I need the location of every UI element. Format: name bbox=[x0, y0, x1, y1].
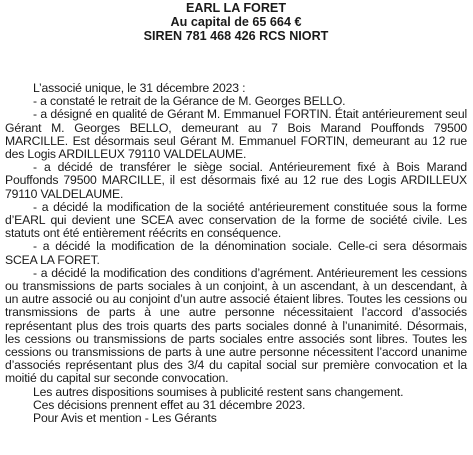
effective-date: Ces décisions prennent effet au 31 décembre 2023. bbox=[33, 397, 306, 412]
company-capital: Au capital de 65 664 € bbox=[170, 15, 302, 29]
decision-head-office: - a décidé de transférer le siège social. Antérieurement fixé à Bois Marand Pouffonds 79500 MARCILLE, il est désormais fixé au 12 rue des Logis ARDILLEUX 79110 VALDELAUME. bbox=[5, 160, 467, 201]
notice-header bbox=[5, 0, 467, 43]
decision-new-manager: - a désigné en qualité de Gérant M. Emmanuel FORTIN. Était antérieurement seul Gérant M. Georges BELLO, demeurant au 7 Bois Marand Pouffonds 79500 MARCILLE. Est désormais seul Gérant M. Emmanuel FORTIN, demeurant au 12 rue des Logis ARDILLEUX 79110 VALDELAUME. bbox=[5, 107, 467, 162]
company-siren: SIREN 781 468 426 RCS NIORT bbox=[143, 29, 329, 43]
decision-company-name: - a décidé la modification de la dénomination sociale. Celle-ci sera désormais SCEA LA FORET. bbox=[5, 239, 467, 267]
intro-paragraph: L’associé unique, le 31 décembre 2023 : bbox=[33, 81, 246, 95]
signature-line: Pour Avis et mention - Les Gérants bbox=[33, 411, 217, 426]
other-provisions: Les autres dispositions soumises à publicité restent sans changement. bbox=[33, 384, 404, 399]
decision-legal-form: - a décidé la modification de la société antérieurement constituée sous la forme d’EARL qui devient une SCEA avec conservation de la forme de société civile. Les statuts ont été entièrement réécrits en conséquence. bbox=[5, 199, 467, 241]
decision-withdrawal: - a constaté le retrait de la Gérance de M. Georges BELLO. bbox=[33, 94, 346, 109]
decision-approval-conditions: - a décidé la modification des conditions d’agrément. Antérieurement les cessions ou transmissions de parts sociales à un conjoint, à un ascendant, à un descendant, à un autre associé ou au conjoint d’un autre associé étaient libres. Toutes les cessions ou transmissions de parts à une autre personne nécessitaient l’accord d’associés représentant plus des trois quarts des parts sociales donné à l’unanimité. Désormais, les cessions ou transmissions de parts sociales entre associés sont libres. Toutes les cessions ou transmissions de parts à une autre personne nécessitent l’accord unanime d’associés représentant plus des 3/4 du capital social sur première convocation et la moitié du capital sur seconde convocation. bbox=[5, 265, 467, 386]
company-name: EARL LA FORET bbox=[185, 1, 287, 15]
notice-body bbox=[5, 82, 467, 425]
